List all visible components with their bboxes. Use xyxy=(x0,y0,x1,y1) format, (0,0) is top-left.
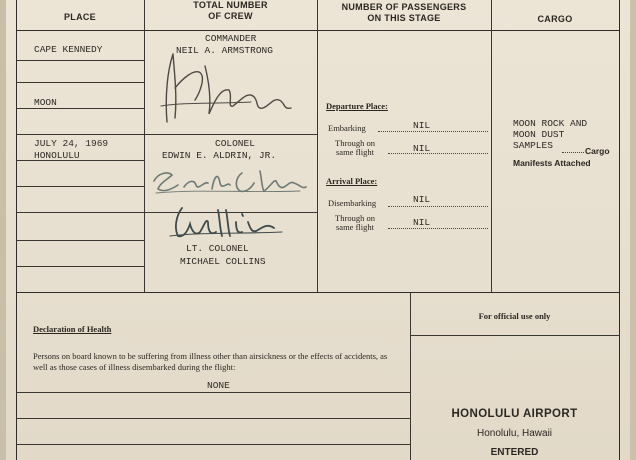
row-rule xyxy=(16,266,144,267)
page-edge-left xyxy=(0,0,6,460)
ltcol-name: MICHAEL COLLINS xyxy=(180,256,266,267)
header-cargo: CARGO xyxy=(537,14,573,24)
header-rule xyxy=(16,30,620,31)
outer-right-rule xyxy=(619,0,620,460)
aldrin-signature xyxy=(150,163,310,199)
page-edge-right xyxy=(630,0,636,460)
health-value: NONE xyxy=(207,380,230,391)
through2-dotted-line xyxy=(388,227,488,229)
official-title: For official use only xyxy=(478,311,551,321)
through1-value: NIL xyxy=(413,143,431,154)
stamp-line2: Honolulu, Hawaii xyxy=(476,428,553,439)
health-text: Persons on board known to be suffering from illness other than airsickness or the effects of accidents, as well as those cases of illness disembarked during the flight: xyxy=(33,351,388,372)
embarking-value: NIL xyxy=(413,120,431,131)
ltcol-title: LT. COLONEL xyxy=(186,243,249,254)
commander-title: COMMANDER xyxy=(205,33,257,44)
disembarking-label: Disembarking xyxy=(328,198,377,208)
row-rule xyxy=(16,212,144,213)
departure-label: Departure Place: xyxy=(326,101,388,111)
place-destination: MOON xyxy=(34,97,57,108)
col-rule-2 xyxy=(317,0,318,292)
header-place: PLACE xyxy=(63,12,96,22)
cargo-dotted-line xyxy=(562,151,584,153)
colonel-name: EDWIN E. ALDRIN, JR. xyxy=(162,150,277,161)
section-rule xyxy=(16,292,620,293)
col-rule-1 xyxy=(144,0,145,292)
row-rule xyxy=(16,108,144,109)
place-origin: CAPE KENNEDY xyxy=(34,44,103,55)
disembarking-value: NIL xyxy=(413,194,431,205)
health-line xyxy=(16,444,410,445)
stamp-line1: HONOLULU AIRPORT xyxy=(451,408,578,420)
outer-left-rule xyxy=(16,0,17,460)
health-line xyxy=(16,418,410,419)
armstrong-signature xyxy=(155,48,305,134)
through2-label: Through on same flight xyxy=(335,213,375,232)
cargo-suffix: Cargo xyxy=(585,146,610,156)
place-date: JULY 24, 1969 xyxy=(34,138,109,149)
through2-value: NIL xyxy=(413,217,431,228)
embarking-label: Embarking xyxy=(328,123,366,133)
col-rule-3 xyxy=(491,0,492,292)
embarking-dotted-line xyxy=(378,130,488,132)
stamp-line3: ENTERED xyxy=(490,447,539,458)
arrival-label: Arrival Place: xyxy=(326,176,378,186)
health-line xyxy=(16,392,410,393)
colonel-title: COLONEL xyxy=(215,138,255,149)
row-rule xyxy=(16,60,144,61)
row-rule xyxy=(16,82,144,83)
place-arrival: HONOLULU xyxy=(34,150,80,161)
commander-name: NEIL A. ARMSTRONG xyxy=(176,45,273,56)
row-rule xyxy=(16,134,144,135)
health-title: Declaration of Health xyxy=(33,324,112,334)
row-rule xyxy=(16,186,144,187)
row-rule xyxy=(16,240,144,241)
through1-label: Through on same flight xyxy=(335,138,375,157)
cargo-text: MOON ROCK AND MOON DUST SAMPLES xyxy=(513,118,588,151)
row-rule xyxy=(144,134,317,135)
header-crew: TOTAL NUMBER OF CREW xyxy=(193,0,268,21)
through1-dotted-line xyxy=(388,152,488,154)
cargo-manifest: Manifests Attached xyxy=(513,158,591,168)
header-passengers: NUMBER OF PASSENGERS ON THIS STAGE xyxy=(341,2,467,23)
disembarking-dotted-line xyxy=(388,205,488,207)
official-title-rule xyxy=(410,335,620,336)
collins-signature xyxy=(162,202,292,244)
